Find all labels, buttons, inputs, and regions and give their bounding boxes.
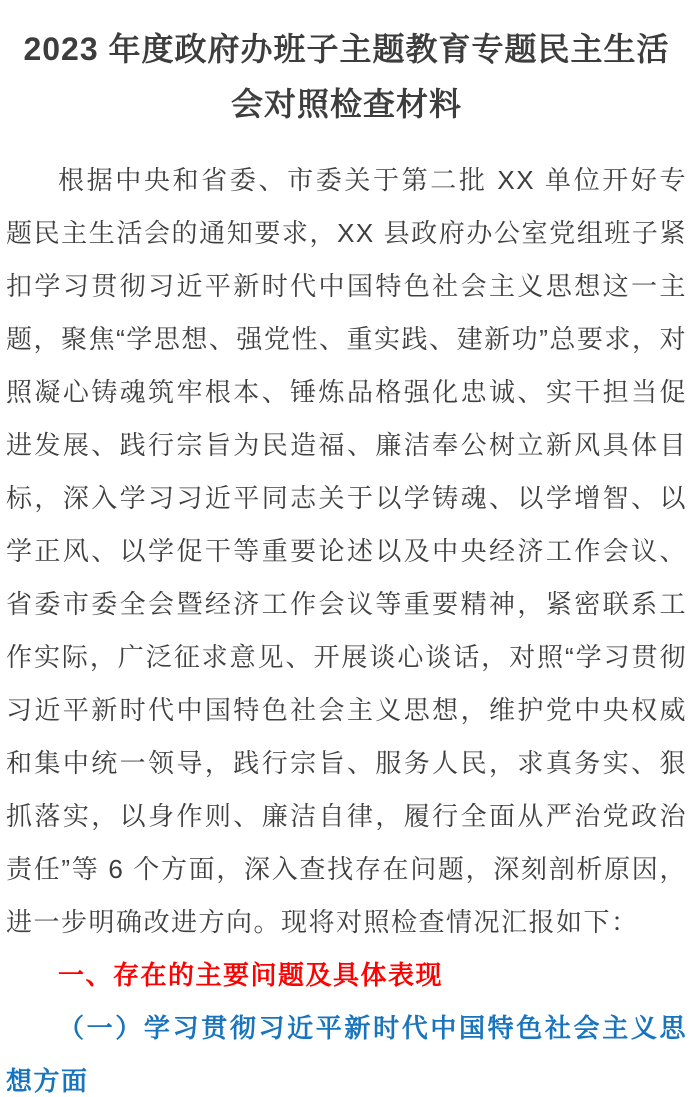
document-title: 2023 年度政府办班子主题教育专题民主生活会对照检查材料 [23, 31, 670, 122]
section-heading-main-problems: 一、存在的主要问题及具体表现 [58, 960, 444, 990]
intro-paragraph: 根据中央和省委、市委关于第二批 XX 单位开好专题民主生活会的通知要求，XX 县政府办公室党组班子紧扣学习贯彻习近平新时代中国特色社会主义思想这一主题，聚焦“学思想、强党性、重实践、建新功”总要求，对照凝心铸魂筑牢根本、锤炼品格强化忠诚、实干担当促进发展、践行宗旨为民造福、廉洁奉公树立新风具体目标，深入学习习近平同志关于以学铸魂、以学增智、以学正风、以学促干等重要论述以及中央经济工作会议、省委市委全会暨经济工作会议等重要精神，紧密联系工作实际，广泛征求意见、开展谈心谈话，对照“学习贯彻习近平新时代中国特色社会主义思想，维护党中央权威和集中统一领导，践行宗旨、服务人民，求真务实、狠抓落实，以身作则、廉洁自律，履行全面从严治党政治责任”等 6 个方面，深入查找存在问题，深刻剖析原因，进一步明确改进方向。现将对照检查情况汇报如下： [6, 165, 687, 937]
subsection-heading-thought-study: （一）学习贯彻习近平新时代中国特色社会主义思想方面 [6, 1013, 687, 1096]
